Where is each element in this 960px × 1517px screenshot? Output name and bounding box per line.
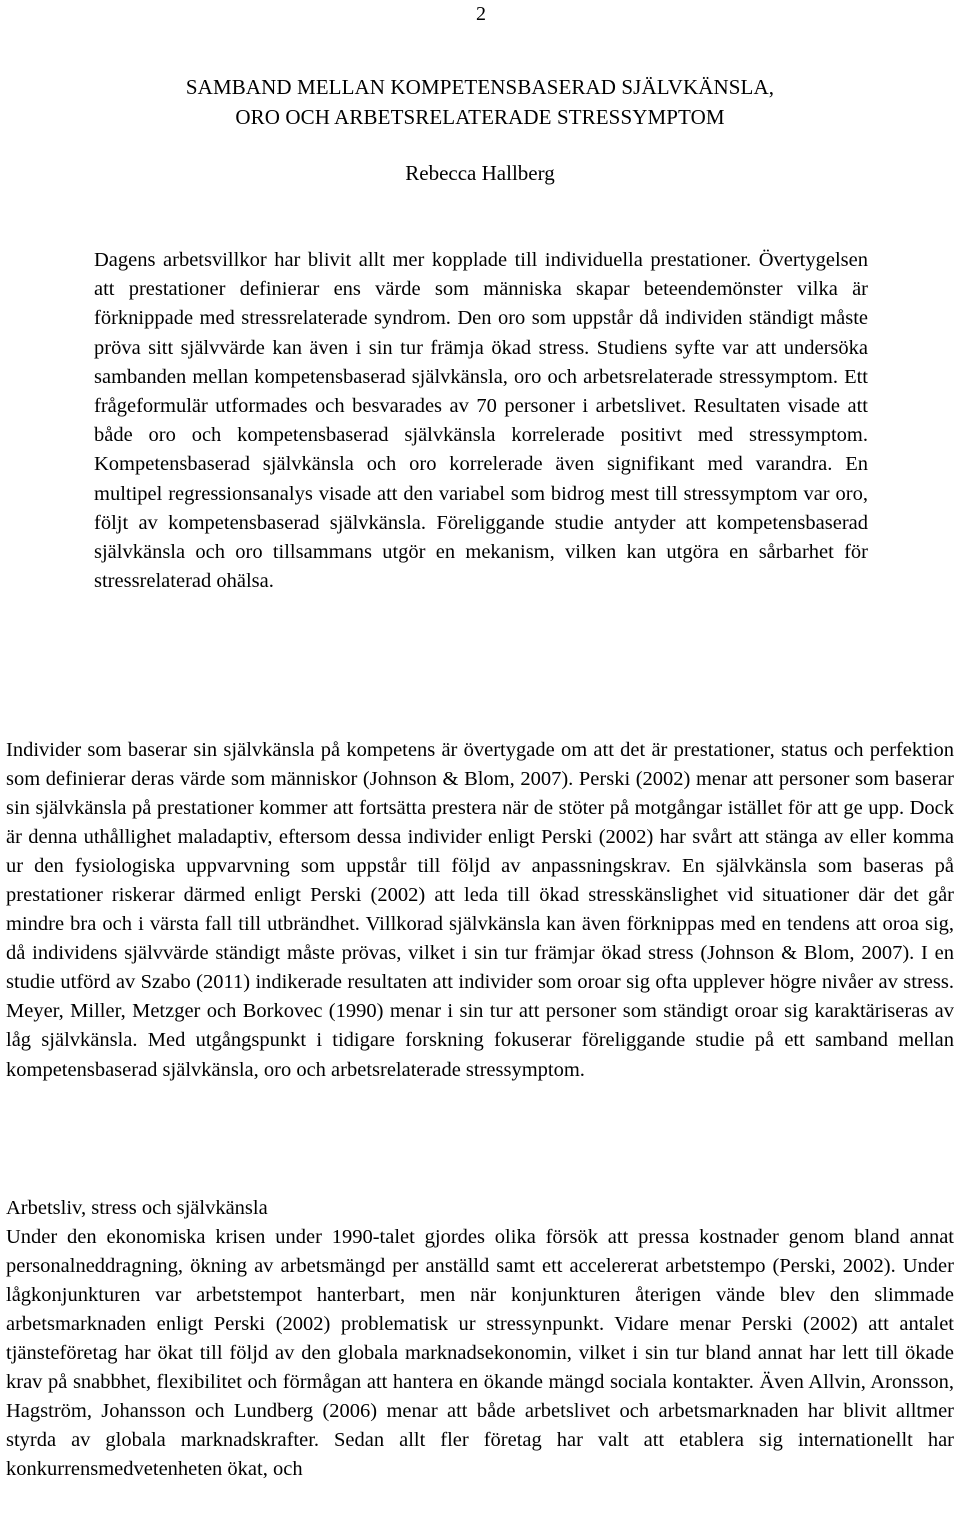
paper-title-line-1: SAMBAND MELLAN KOMPETENSBASERAD SJÄLVKÄNSLA, <box>185 75 775 99</box>
section-heading: Arbetsliv, stress och självkänsla <box>6 1197 268 1219</box>
paper-title-line-2: ORO OCH ARBETSRELATERADE STRESSYMPTOM <box>235 105 725 129</box>
abstract-paragraph: Dagens arbetsvillkor har blivit allt mer kopplade till individuella prestationer. Övertygelsen att prestationer definierar ens värde som människa skapar beteendemönster vilka är förknippade med stressrelaterade syndrom. Den oro som uppstår då individen ständigt måste pröva sitt självvärde kan även i sin tur främja ökad stress. Studiens syfte var att undersöka sambanden mellan kompetensbaserad självkänsla, oro och arbetsrelaterade stressymptom. Ett frågeformulär utformades och besvarades av 70 personer i arbetslivet. Resultaten visade att både oro och kompetensbaserad självkänsla korrelerade positivt med stressymptom. Kompetensbaserad självkänsla och oro korrelerade även signifikant med varandra. En multipel regressionsanalys visade att den variabel som bidrog mest till stressymptom var oro, följt av kompetensbaserad självkänsla. Föreliggande studie antyder att kompetensbaserad självkänsla och oro tillsammans utgör en mekanism, vilken kan utgöra en sårbarhet för stressrelaterad ohälsa. <box>94 249 868 593</box>
intro-paragraph: Individer som baserar sin självkänsla på kompetens är övertygade om att det är prestationer, status och perfektion som definierar deras värde som människor (Johnson & Blom, 2007). Perski (2002) menar att personer som baserar sin självkänsla på prestationer kommer att fortsätta prestera när de stöter på motgångar istället för att ge upp. Dock är denna uthållighet maladaptiv, eftersom dessa individer enligt Perski (2002) har svårt att stänga av eller komma ur den fysiologiska uppvarvning som uppstår till följd av anpassningskrav. En självkänsla som baseras på prestationer riskerar därmed enligt Perski (2002) att leda till ökad stresskänslighet vid situationer där det går mindre bra och i värsta fall till utbrändhet. Villkorad självkänsla kan även förknippas med en tendens att oroa sig, då individens självvärde ständigt måste prövas, vilket i sin tur främjar ökad stress (Johnson & Blom, 2007). I en studie utförd av Szabo (2011) indikerade resultaten att individer som oroar sig ofta upplever högre nivåer av stress. Meyer, Miller, Metzger och Borkovec (1990) menar i sin tur att personer som ständigt oroar sig karaktäriseras av låg självkänsla. Med utgångspunkt i tidigare forskning fokuserar föreliggande studie på ett samband mellan kompetensbaserad självkänsla, oro och arbetsrelaterade stressymptom. <box>6 739 954 1081</box>
section-paragraph: Under den ekonomiska krisen under 1990-talet gjordes olika försök att pressa kostnader genom bland annat personalneddragning, ökning av arbetsmängd per anställd samt ett accelererat arbetstempo (Perski, 2002). Under lågkonjunkturen var arbetstempot hanterbart, men när konjunkturen återigen vände blev den slimmade arbetsmarknaden enligt Perski (2002) problematisk ur stressynpunkt. Vidare menar Perski (2002) att antalet tjänsteföretag har ökat till följd av den globala marknadsekonomin, vilket i sin tur bland annat har lett till ökade krav på snabbhet, flexibilitet och förmågan att hantera en ökande mängd sociala kontakter. Även Allvin, Aronsson, Hagström, Johansson och Lundberg (2006) menar att både arbetslivet och arbetsmarknaden har blivit alltmer styrda av globala marknadskrafter. Sedan allt fler företag har valt att etablera sig internationellt har konkurrensmedvetenheten ökat, och <box>6 1226 954 1481</box>
paper-title <box>90 72 870 132</box>
page-number: 2 <box>476 3 486 25</box>
author-name: Rebecca Hallberg <box>405 161 555 185</box>
